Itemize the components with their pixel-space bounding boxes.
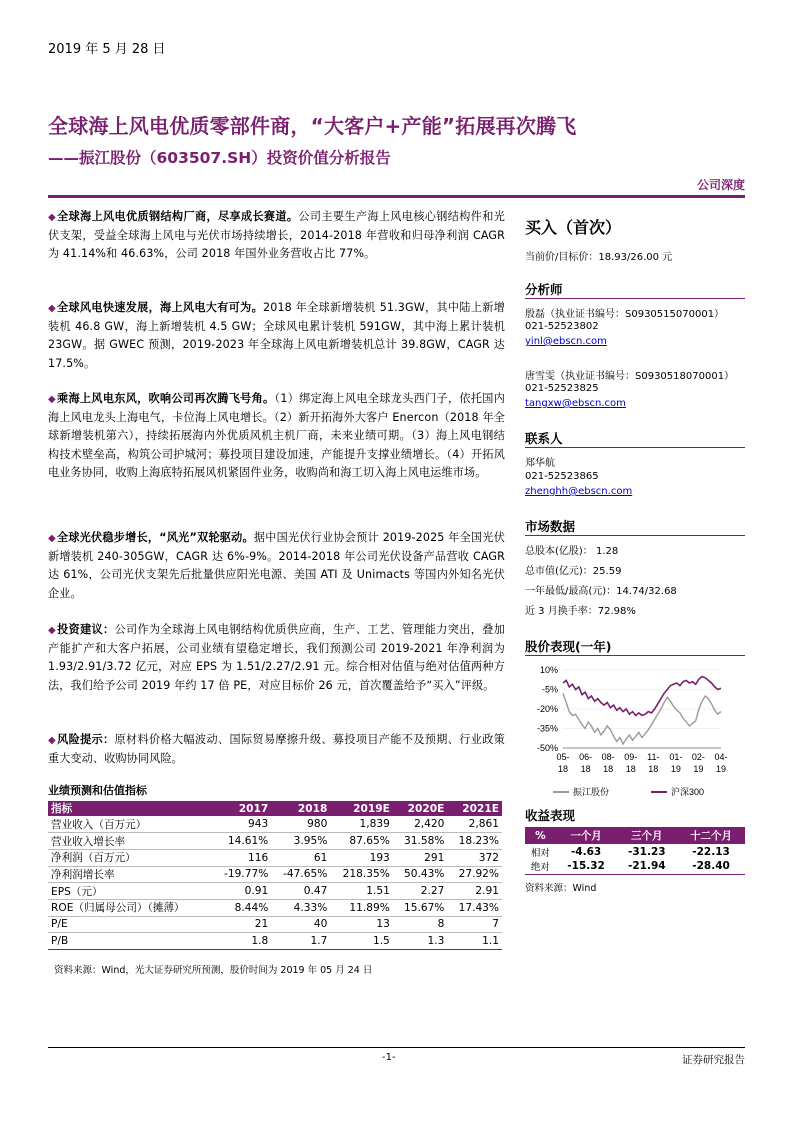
price-chart: [525, 660, 745, 800]
table-cell: 15.67%: [393, 899, 448, 916]
analyst-section-title: 分析师: [525, 282, 563, 297]
table-cell: 13: [330, 916, 392, 933]
header-divider: [48, 195, 745, 198]
chart-y-tick-label: -5%: [541, 684, 558, 695]
table-row: [48, 833, 502, 850]
table-cell: 0.47: [271, 883, 330, 900]
table-cell: 218.35%: [330, 866, 392, 883]
table-cell: 50.43%: [393, 866, 448, 883]
diamond-bullet-icon: ◆: [48, 303, 57, 314]
table-cell: 1.8: [212, 933, 271, 950]
footer-label: 证券研究报告: [682, 1054, 745, 1066]
table-header-cell: 十二个月: [677, 827, 745, 844]
contact-name: 郑华航: [525, 458, 555, 469]
table-cell: 193: [330, 849, 392, 866]
analyst-email-link[interactable]: yinl@ebscn.com: [525, 336, 607, 347]
table-header-cell: 一个月: [556, 827, 617, 844]
diamond-bullet-icon: ◆: [48, 533, 56, 544]
table-cell: 8.44%: [212, 899, 271, 916]
table-cell: P/B: [48, 933, 212, 950]
highlight-paragraph: [48, 390, 505, 482]
section-divider: [525, 298, 745, 299]
section-divider: [525, 535, 745, 536]
table-cell: 1.5: [330, 933, 392, 950]
table-header-cell: 三个月: [616, 827, 677, 844]
table-cell: 1.51: [330, 883, 392, 900]
table-header-row: [48, 801, 502, 816]
table-cell: 1.7: [271, 933, 330, 950]
table-cell: -22.13: [692, 845, 730, 858]
table-header-cell: 2017: [212, 801, 271, 816]
market-section-title: 市场数据: [525, 519, 576, 534]
table-header-row: [525, 827, 745, 844]
performance-table: [525, 827, 745, 875]
highlight-paragraph: [48, 299, 505, 373]
chart-y-ticks: [537, 665, 558, 753]
market-data-line: 近 3 月换手率：72.98%: [525, 606, 636, 617]
report-date: 2019 年 5 月 28 日: [48, 42, 166, 57]
table-row: [48, 849, 502, 866]
highlight-body: 公司作为全球海上风电钢结构优质供应商，生产、工艺、管理能力突出，叠加产能扩产和大客户拓展，公司业绩有望稳定增长，我们预测公司 2019-2021 年净利润为 1.93/2.91/3.72 亿元，对应 EPS 为 1.51/2.27/2.91 元。综合相对估值与绝对估值两种方法，我们给予公司 2019 年约 17 倍 PE，对应目标价 26 元，首次覆盖给予“买入”评级。: [48, 623, 505, 692]
table-cell: 1.3: [393, 933, 448, 950]
table-cell: -28.40: [677, 859, 745, 874]
table-cell: ROE（归属母公司）（摊薄）: [48, 899, 212, 916]
highlight-paragraph: [48, 621, 505, 695]
highlight-body: 据中国光伏行业协会预计 2019-2025 年全国光伏新增装机 240-305GW，CAGR 达 6%-9%。2014-2018 年公司光伏设备产品营收 CAGR 达 61%，公司光伏支架先后批量供应阳光电源、美国 ATI 及 Unimacts 等国内外知名光伏企业。: [48, 531, 506, 600]
contact-phone: 021-52523865: [525, 471, 599, 482]
table-header-cell: 指标: [48, 801, 212, 816]
price-target-line: 当前价/目标价：18.93/26.00 元: [525, 252, 673, 263]
contact-email-link[interactable]: zhenghh@ebscn.com: [525, 486, 633, 497]
table-cell: 116: [212, 849, 271, 866]
market-data-line: 总市值(亿元)：25.59: [525, 566, 622, 577]
table-row: [48, 866, 502, 883]
table-header-cell: 2018: [271, 801, 330, 816]
rating-label: 买入（首次）: [525, 218, 622, 237]
table-cell: 7: [447, 916, 502, 933]
highlight-body: 公司主要生产海上风电核心钢结构件和光伏支架，受益全球海上风电与光伏市场持续增长，2014-2018 年营收和归母净利润 CAGR 为 41.14%和 46.63%，公司 2018 年国外业务营收占比 77%。: [48, 210, 505, 261]
highlight-lead: 全球海上风电优质钢结构厂商，尽享成长赛道。: [57, 210, 299, 223]
table-header-cell: %: [525, 827, 556, 844]
table-cell: 2,420: [393, 816, 448, 833]
table-cell: 2.91: [447, 883, 502, 900]
footer-divider: [48, 1047, 745, 1048]
table-cell: 4.33%: [271, 899, 330, 916]
section-divider: [525, 655, 745, 656]
table-cell: -31.23: [627, 845, 666, 858]
chart-x-tick-label: 18: [625, 764, 636, 774]
chart-x-tick-label: 02-: [691, 752, 705, 762]
chart-legend-label: 振江股份: [573, 787, 610, 797]
table-row: [48, 883, 502, 900]
table-row: [525, 844, 745, 859]
chart-x-tick-label: 18: [557, 764, 569, 774]
table-cell: 净利润（百万元）: [48, 849, 212, 866]
chart-x-tick-label: 18: [648, 764, 659, 774]
table-cell: 相对: [530, 847, 550, 859]
highlight-lead: 风险提示：: [57, 733, 115, 746]
chart-x-tick-label: 19: [670, 764, 681, 774]
table-cell: 31.58%: [393, 833, 448, 850]
market-data-line: 一年最低/最高(元)：14.74/32.68: [525, 586, 677, 597]
chart-x-ticks: [556, 752, 727, 774]
chart-x-tick-label: 19: [715, 764, 727, 774]
table-cell: 2,861: [447, 816, 502, 833]
table-cell: 291: [393, 849, 448, 866]
table-cell: -19.77%: [212, 866, 271, 883]
table-cell: 943: [212, 816, 271, 833]
highlight-body: （1）绑定海上风电全球龙头西门子，依托国内海上风电龙头上海电气，卡位海上风电增长。（2）新开拓海外大客户 Enercon（2018 年全球新增装机第六），持续拓展海内外优质风机主机厂商，未来业绩可期。（3）海上风电钢结构技术壁垒高，构筑公司护城河；募投项目建设加速，产能提升支撑业绩增长。（4）开拓风电业务协同，收购上海底特拓展风机紧固件业务，收购尚和海工切入海上风电运维市场。: [48, 392, 505, 479]
table-row: [48, 933, 502, 950]
table-cell: 净利润增长率: [48, 866, 212, 883]
chart-x-tick-label: 04-: [714, 752, 728, 762]
table-cell: EPS（元）: [48, 883, 212, 900]
report-subtitle: ——振江股份（603507.SH）投资价值分析报告: [48, 149, 391, 167]
chart-series-line: [563, 693, 721, 744]
chart-y-tick-label: -35%: [536, 723, 558, 734]
highlight-paragraph: [48, 731, 505, 768]
table-cell: 14.61%: [212, 833, 271, 850]
highlight-lead: 投资建议：: [57, 623, 115, 636]
financial-table: [48, 801, 502, 950]
diamond-bullet-icon: ◆: [48, 735, 57, 746]
analyst-phone: 021-52523802: [525, 321, 599, 332]
highlight-lead: 全球风电快速发展，海上风电大有可为。: [57, 301, 264, 314]
chart-x-tick-label: 11-: [647, 752, 660, 762]
table-cell: 87.65%: [330, 833, 392, 850]
chart-x-tick-label: 18: [580, 764, 591, 774]
chart-legend-label: 沪深300: [671, 787, 705, 797]
table-cell: 40: [271, 916, 330, 933]
chart-y-tick-label: -20%: [536, 704, 558, 714]
table-cell: 27.92%: [447, 866, 502, 883]
analyst-phone: 021-52523825: [525, 383, 599, 394]
chart-y-tick-label: 10%: [539, 665, 558, 675]
diamond-bullet-icon: ◆: [48, 625, 57, 636]
table-row: [48, 916, 502, 933]
chart-y-tick-label: -50%: [536, 743, 558, 753]
chart-x-tick-label: 19: [693, 764, 704, 774]
performance-section-title: 收益表现: [525, 808, 576, 823]
table-cell: 绝对: [525, 859, 556, 874]
section-divider: [525, 447, 745, 448]
table-cell: 980: [271, 816, 330, 833]
table-header-cell: 2021E: [447, 801, 502, 816]
chart-x-tick-label: 06-: [579, 752, 593, 762]
table-header-cell: 2019E: [330, 801, 392, 816]
chart-legend: [553, 786, 704, 797]
table-cell: -15.32: [556, 859, 617, 874]
report-title: 全球海上风电优质零部件商，“大客户+产能”拓展再次腾飞: [48, 114, 577, 138]
chart-title: 股价表现(一年): [525, 639, 612, 654]
highlight-lead: 乘海上风电东风，吹响公司再次腾飞号角。: [57, 392, 275, 405]
chart-x-tick-label: 05-: [556, 752, 570, 762]
analyst-name: 唐雪雯（执业证书编号：S0930518070001）: [525, 371, 735, 382]
chart-x-tick-label: 08-: [601, 752, 615, 762]
chart-series-line: [563, 677, 721, 716]
highlight-body: 2018 年全球新增装机 51.3GW，其中陆上新增装机 46.8 GW，海上新增装机 4.5 GW；全球风电累计装机 591GW，其中海上累计装机 23GW。据 GWEC 预测，2019-2023 年全球海上风电新增装机总计 39.8GW，CAGR 达 17.5%。: [48, 301, 505, 370]
table-cell: P/E: [48, 916, 212, 933]
market-data-line: 总股本(亿股)： 1.28: [525, 546, 619, 557]
table-header-cell: 2020E: [393, 801, 448, 816]
table-cell: 营业收入（百万元）: [48, 816, 212, 833]
table-cell: 3.95%: [271, 833, 330, 850]
table-cell: 372: [447, 849, 502, 866]
chart-x-tick-label: 18: [603, 764, 614, 774]
table-cell: 21: [212, 916, 271, 933]
table-cell: 11.89%: [330, 899, 392, 916]
analyst-name: 殷磊（执业证书编号：S0930515070001）: [525, 309, 725, 320]
highlight-paragraph: [48, 529, 505, 603]
highlight-body: 原材料价格大幅波动、国际贸易摩擦升级、募投项目产能不及预期、行业政策重大变动、收购协同风险。: [48, 733, 505, 766]
highlight-lead: 全球光伏稳步增长，“风光”双轮驱动。: [56, 531, 254, 544]
table-cell: 1.1: [447, 933, 502, 950]
table-cell: -4.63: [570, 845, 602, 858]
table-row: [48, 816, 502, 833]
page-number: -1-: [382, 1052, 396, 1063]
diamond-bullet-icon: ◆: [48, 394, 57, 405]
table-cell: 2.27: [393, 883, 448, 900]
table-cell: 营业收入增长率: [48, 833, 212, 850]
table-cell: -47.65%: [271, 866, 330, 883]
chart-series: [563, 677, 721, 745]
table-cell: 0.91: [212, 883, 271, 900]
highlight-paragraph: [48, 208, 505, 264]
table-cell: -21.94: [616, 859, 677, 874]
table-cell: 61: [271, 849, 330, 866]
diamond-bullet-icon: ◆: [48, 212, 57, 223]
chart-x-tick-label: 01-: [669, 752, 683, 762]
table-cell: 8: [393, 916, 448, 933]
contact-section-title: 联系人: [525, 431, 563, 446]
performance-source-note: 资料来源：Wind: [525, 883, 597, 894]
table-source-note: 资料来源：Wind，光大证券研究所预测，股价时间为 2019 年 05 月 24 日: [54, 965, 373, 976]
financial-table-title: 业绩预测和估值指标: [48, 784, 147, 797]
table-cell: 17.43%: [447, 899, 502, 916]
chart-x-tick-label: 09-: [624, 752, 638, 762]
report-type-label: 公司深度: [696, 178, 745, 192]
table-row: [48, 899, 502, 916]
analyst-email-link[interactable]: tangxw@ebscn.com: [525, 398, 626, 409]
table-cell: 1,839: [330, 816, 392, 833]
table-cell: 18.23%: [447, 833, 502, 850]
table-row: [525, 859, 745, 874]
